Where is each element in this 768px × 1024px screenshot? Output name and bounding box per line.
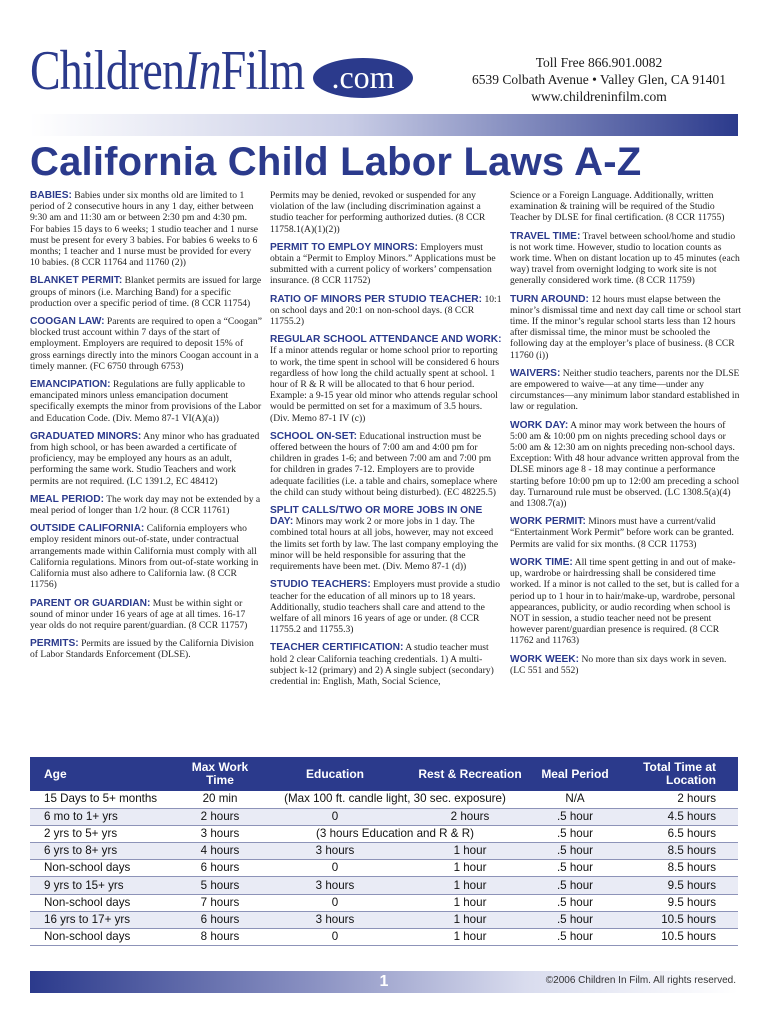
cell-education: 0 — [260, 929, 410, 946]
law-term: RATIO OF MINORS PER STUDIO TEACHER: — [270, 293, 483, 305]
law-description: A minor may work between the hours of 5:00 am & 10:00 pm on nights preceding school days or 5:00 am & 12:30 am on nights preceding non-school days. Exception: With 48 hour advance written approval from the DLSE minors age 8 - 18 may continue a performance starting before 10:00 pm up to 12:00 am preceding a school day. Turnaround rule must be observed. (LC 1308.5(a)(4) and 1308.7(a)) — [510, 419, 740, 510]
cell-meal-period: .5 hour — [530, 825, 620, 842]
cell-meal-period: .5 hour — [530, 860, 620, 877]
law-entry — [510, 654, 742, 676]
cell-rest-recreation: 1 hour — [410, 894, 530, 911]
law-description: Minors may work 2 or more jobs in 1 day. The combined total hours at all jobs, however, may not exceed the limits set forth by law. The last company employing the minor will be held responsible for assuring that the requirements have been met. (Div. Memo 87-1 (d)) — [270, 516, 499, 573]
law-entry — [30, 523, 262, 590]
logo-wordmark — [30, 40, 304, 102]
law-description: 10:1 on school days and 20:1 on non-school days. (8 CCR 11755.2) — [270, 293, 502, 328]
cell-education: 0 — [260, 860, 410, 877]
table-row — [30, 791, 738, 808]
law-term: TRAVEL TIME: — [510, 230, 581, 242]
cell-total-time: 2 hours — [620, 791, 738, 808]
law-entry — [30, 598, 262, 632]
cell-meal-period: .5 hour — [530, 929, 620, 946]
cell-total-time: 6.5 hours — [620, 825, 738, 842]
contact-block — [472, 54, 726, 105]
law-description: Science or a Foreign Language. Additionally, written examination & training will be required of the Studio Teacher by DLSE for final certification. (8 CCR 11755) — [510, 190, 725, 224]
laws-column-3 — [510, 190, 742, 683]
phone-number: Toll Free 866.901.0082 — [535, 55, 663, 70]
law-description: Parents are required to open a “Coogan” blocked trust account within 7 days of the start of employment. Employers are required to deposit 15% of gross earnings directly into the minors Coogan account in a timely manner. (FC 6750 through 6753) — [30, 316, 262, 372]
cell-max-work-time: 6 hours — [180, 860, 260, 877]
cell-max-work-time: 7 hours — [180, 894, 260, 911]
law-term: WORK DAY: — [510, 419, 569, 431]
law-entry — [30, 316, 262, 372]
cell-education: 3 hours — [260, 843, 410, 860]
cell-max-work-time: 20 min — [180, 791, 260, 808]
cell-note: (Max 100 ft. candle light, 30 sec. exposure) — [260, 791, 530, 808]
cell-rest-recreation: 1 hour — [410, 929, 530, 946]
cell-total-time: 8.5 hours — [620, 860, 738, 877]
cell-age: 2 yrs to 5+ yrs — [30, 825, 180, 842]
children-in-film-logo — [30, 40, 430, 110]
cell-max-work-time: 8 hours — [180, 929, 260, 946]
law-term: PERMITS: — [30, 638, 79, 650]
law-description: The work day may not be extended by a meal period of longer than 1/2 hour. (8 CCR 11761) — [30, 493, 261, 517]
law-entry — [510, 294, 742, 361]
header-total-time: Total Time at Location — [620, 757, 738, 791]
table-row — [30, 911, 738, 928]
law-entry — [30, 638, 262, 660]
table-row — [30, 860, 738, 877]
logo-film-text: Film — [220, 40, 305, 102]
law-term: SCHOOL ON-SET: — [270, 430, 357, 442]
law-entry — [510, 557, 742, 647]
cell-meal-period: .5 hour — [530, 843, 620, 860]
cell-meal-period: .5 hour — [530, 911, 620, 928]
law-term: OUTSIDE CALIFORNIA: — [30, 523, 145, 535]
law-term: STUDIO TEACHERS: — [270, 579, 371, 591]
law-entry — [30, 494, 262, 516]
law-description: Must be within sight or sound of minor under 16 years of age at all times. 16-17 year olds do not require parent/guardian. (8 CCR 11757) — [30, 597, 248, 631]
cell-meal-period: .5 hour — [530, 877, 620, 894]
cell-age: 6 yrs to 8+ yrs — [30, 843, 180, 860]
website-link[interactable]: www.childreninfilm.com — [531, 89, 667, 104]
law-entry — [270, 294, 502, 328]
law-term: WORK WEEK: — [510, 653, 580, 665]
law-entry — [270, 642, 502, 687]
law-term: TEACHER CERTIFICATION: — [270, 642, 404, 654]
mailing-address: 6539 Colbath Avenue • Valley Glen, CA 91401 — [472, 72, 726, 87]
cell-education: 3 hours — [260, 877, 410, 894]
table-row — [30, 843, 738, 860]
header-max-work-time: Max Work Time — [180, 757, 260, 791]
table-row — [30, 877, 738, 894]
logo-com-badge: .com — [313, 58, 413, 98]
cell-total-time: 8.5 hours — [620, 843, 738, 860]
law-term: WAIVERS: — [510, 367, 561, 379]
law-entry — [510, 420, 742, 510]
law-term: EMANCIPATION: — [30, 379, 111, 391]
cell-education: 0 — [260, 894, 410, 911]
law-description: All time spent getting in and out of make-up, wardrobe or hairdressing shall be considered time worked. If a minor is not called to the set, but is called for a period up to 1 hour in to hair/make-up, wardrobe, personal appearances, publicity, or audio recording when school is NOT in session, a studio teacher need not be present however parent/guardian presence is required. (8 CCR 11762 and 11763) — [510, 556, 740, 647]
law-term: PERMIT TO EMPLOY MINORS: — [270, 241, 418, 253]
law-entry — [510, 516, 742, 550]
law-term: WORK PERMIT: — [510, 516, 586, 528]
cell-meal-period: .5 hour — [530, 894, 620, 911]
cell-age: 6 mo to 1+ yrs — [30, 808, 180, 825]
cell-rest-recreation: 1 hour — [410, 843, 530, 860]
header-rest-recreation: Rest & Recreation — [410, 757, 530, 791]
law-description: Any minor who has graduated from high school, or has been awarded a certificate of proficiency, may be employed any hours as an adult, performing the same work. Studio Teachers and work permits are not required. (LC 1391.2, EC 48412) — [30, 430, 260, 487]
cell-age: 9 yrs to 15+ yrs — [30, 877, 180, 894]
header-meal-period: Meal Period — [530, 757, 620, 791]
law-term: MEAL PERIOD: — [30, 493, 104, 505]
law-entry — [510, 368, 742, 413]
law-term: BABIES: — [30, 190, 72, 201]
cell-rest-recreation: 1 hour — [410, 877, 530, 894]
law-term: TURN AROUND: — [510, 293, 589, 305]
law-entry — [270, 431, 502, 498]
law-description: Neither studio teachers, parents nor the DLSE are empowered to waive—at any time—under any circumstances—any minimum labor standard established in law or regulation. — [510, 367, 740, 413]
cell-age: Non-school days — [30, 894, 180, 911]
header-gradient-band — [30, 114, 738, 136]
law-entry — [30, 275, 262, 309]
logo-children-text: Children — [30, 40, 185, 102]
law-description: Employers must obtain a “Permit to Employ Minors.” Applications must be submitted with a current policy of workers’ compensation insurance. (8 CCR 11752) — [270, 241, 496, 287]
cell-rest-recreation: 1 hour — [410, 911, 530, 928]
table-row — [30, 894, 738, 911]
law-entry — [30, 431, 262, 487]
law-term: WORK TIME: — [510, 556, 573, 568]
law-term: REGULAR SCHOOL ATTENDANCE AND WORK: — [270, 334, 502, 346]
law-description: A studio teacher must hold 2 clear California teaching credentials. 1) A multi-subject k-12 (primary) and 2) A single subject (secondary) credential in: English, Math, Social Science, — [270, 642, 494, 687]
law-entry — [30, 379, 262, 424]
cell-max-work-time: 4 hours — [180, 843, 260, 860]
table-row — [30, 825, 738, 842]
law-entry — [30, 190, 262, 268]
cell-note: (3 hours Education and R & R) — [260, 825, 530, 842]
cell-education: 3 hours — [260, 911, 410, 928]
law-term: GRADUATED MINORS: — [30, 430, 142, 442]
cell-education: 0 — [260, 808, 410, 825]
work-hours-table — [30, 757, 738, 946]
law-description: Educational instruction must be offered between the hours of 7:00 am and 4:00 pm for children in grades 1-6; and between 7:00 am and 7:00 pm for children in grades 7-12. Employers are to provide adequate facilities (i.e. a table and chairs, someplace where the child can study without being disturbed). (EC 48225.5) — [270, 430, 498, 498]
page-title: California Child Labor Laws A-Z — [30, 140, 642, 184]
law-entry — [270, 242, 502, 287]
law-description: 12 hours must elapse between the minor’s dismissal time and next day call time or school start time. If the minor’s regular school starts less than 12 hours after dismissal time, the minor must be schooled the following day at the employer’s place of business. (8 CCR 11760 (i)) — [510, 293, 742, 361]
copyright-notice: ©2006 Children In Film. All rights reserved. — [545, 975, 736, 986]
law-entry — [510, 231, 742, 287]
law-term: COOGAN LAW: — [30, 316, 105, 328]
law-description: Babies under six months old are limited to 1 period of 2 consecutive hours in any 1 day, either between 9:30 am and 11:30 am or between 2:30 pm and 4:30 pm. For babies 15 days to 6 weeks; 1 studio teacher and 1 nurse must be present for every 3 babies. For babies 6 weeks to 6 months; 1 teacher and 1 nurse must be provided for every 10 babies. (8 CCR 11764 and 11760 (2)) — [30, 190, 259, 269]
law-description: Blanket permits are issued for large groups of minors (i.e. Marching Band) for a specific production over a specific period of time. (8 CCR 11754) — [30, 275, 262, 309]
table-row — [30, 808, 738, 825]
cell-max-work-time: 5 hours — [180, 877, 260, 894]
law-description: If a minor attends regular or home school prior to reporting to work, the time spent in school will be considered 6 hours regardless of how long the child actually spent at school. 1 hour of R & R will be allocated to that 6 hour period. Example: a 9-15 year old minor who attends regular school would be permitted on set for a maximum of 3.5 hours. (Div. Memo 87-1 IV (c)) — [270, 345, 500, 424]
cell-total-time: 9.5 hours — [620, 877, 738, 894]
laws-column-1 — [30, 190, 262, 668]
cell-age: 16 yrs to 17+ yrs — [30, 911, 180, 928]
law-description: No more than six days work in seven. (LC 551 and 552) — [510, 653, 727, 676]
law-description: California employers who employ resident minors out-of-state, under contractual arrangements made within California must comply with all California regulations. Minors from out-of-state working in California must also adhere to California law. (8 CCR 11756) — [30, 523, 259, 591]
cell-total-time: 10.5 hours — [620, 929, 738, 946]
law-term: BLANKET PERMIT: — [30, 275, 123, 287]
law-term: SPLIT CALLS/TWO OR MORE JOBS IN ONE DAY: — [270, 505, 483, 528]
law-description: Permits are issued by the California Division of Labor Standards Enforcement (DLSE). — [30, 638, 254, 661]
laws-column-2 — [270, 190, 502, 694]
cell-age: Non-school days — [30, 860, 180, 877]
table-row — [30, 929, 738, 946]
cell-age: 15 Days to 5+ months — [30, 791, 180, 808]
header-age: Age — [30, 757, 180, 791]
logo-in-text: In — [184, 40, 221, 102]
cell-rest-recreation: 2 hours — [410, 808, 530, 825]
law-entry — [510, 190, 742, 224]
law-entry — [270, 505, 502, 572]
cell-age: Non-school days — [30, 929, 180, 946]
cell-meal-period: .5 hour — [530, 808, 620, 825]
cell-meal-period: N/A — [530, 791, 620, 808]
law-entry — [270, 579, 502, 635]
law-description: Minors must have a current/valid “Entertainment Work Permit” before work can be granted. Permits are valid for six months. (8 CCR 11753) — [510, 516, 734, 550]
cell-max-work-time: 2 hours — [180, 808, 260, 825]
cell-max-work-time: 3 hours — [180, 825, 260, 842]
table-header-row — [30, 757, 738, 791]
cell-total-time: 4.5 hours — [620, 808, 738, 825]
law-description: Employers must provide a studio teacher for the education of all minors up to 18 years. Additionally, studio teachers shall care and attend to the welfare of all minors 16 years of age or under. (8 CCR 11755.2 and 11755.3) — [270, 579, 500, 636]
cell-rest-recreation: 1 hour — [410, 860, 530, 877]
cell-total-time: 10.5 hours — [620, 911, 738, 928]
page-number: 1 — [379, 973, 389, 990]
table-body — [30, 791, 738, 946]
law-entry — [270, 190, 502, 235]
cell-total-time: 9.5 hours — [620, 894, 738, 911]
law-entry — [270, 334, 502, 424]
law-description: Regulations are fully applicable to emancipated minors unless emancipation document specifically exempts the minor from provisions of the Labor and Education Code. (Div. Memo 87-1 VI(A)(a)) — [30, 379, 262, 424]
law-description: Permits may be denied, revoked or suspended for any violation of the law (including discrimination against a studio teacher for performing authorized duties. (8 CCR 11758.1(A)(1)(2)) — [270, 190, 486, 235]
law-term: PARENT OR GUARDIAN: — [30, 597, 151, 609]
cell-max-work-time: 6 hours — [180, 911, 260, 928]
header-education: Education — [260, 757, 410, 791]
law-description: Travel between school/home and studio is not work time. However, studio to location counts as work time. When on distant location up to 45 minutes (each way) travel from overnight lodging to work site is not generally considered work time. (8 CCR 11759) — [510, 230, 740, 287]
